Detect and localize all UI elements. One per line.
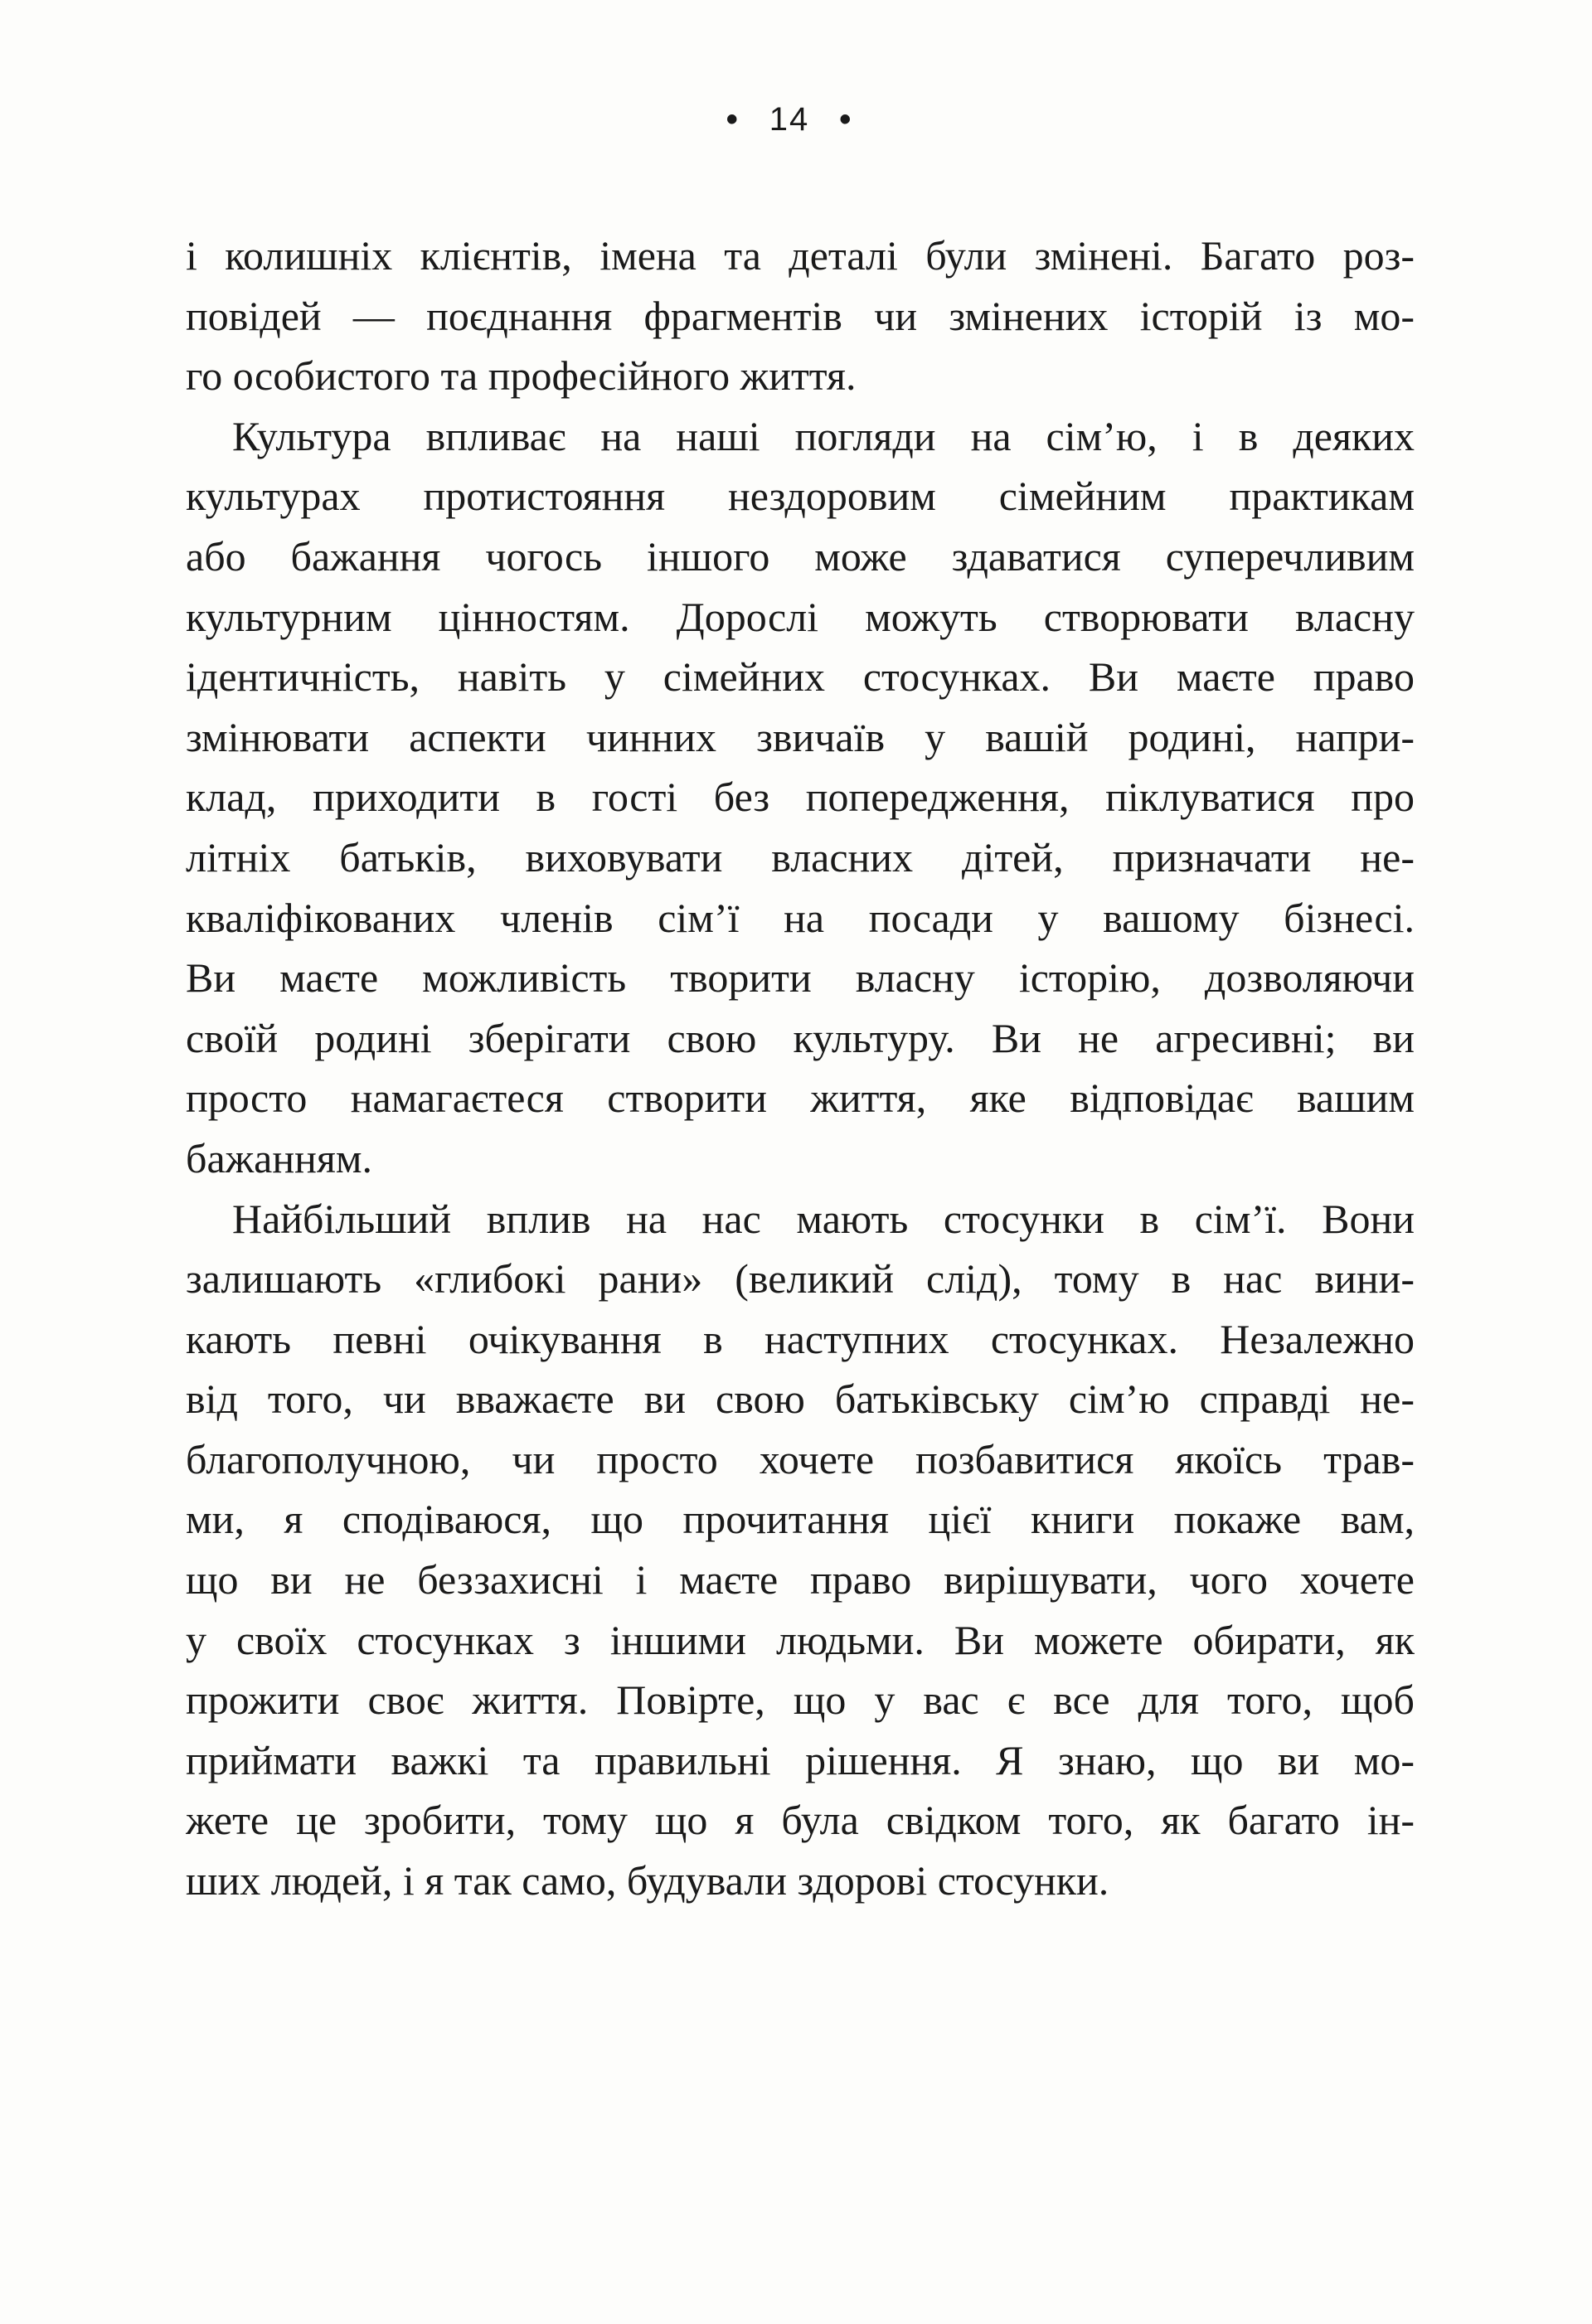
text-line: бажанням. <box>186 1134 373 1181</box>
text-line: ших людей, і я так само, будували здорові стосунки. <box>186 1857 1109 1904</box>
text-line: ідентичність, навіть у сімейних стосунках. Ви маєте право <box>186 653 1415 701</box>
text-line: культурним цінностям. Дорослі можуть створювати власну <box>186 593 1415 640</box>
text-line: Ви маєте можливість творити власну історію, дозволяючи <box>186 954 1415 1002</box>
page-number-text: 14 <box>769 101 810 138</box>
paragraph <box>186 226 1415 406</box>
text-line: повідей — поєднання фрагментів чи змінених історій із мо- <box>186 292 1415 339</box>
text-line: або бажання чогось іншого може здаватися суперечливим <box>186 532 1415 580</box>
text-line: прожити своє життя. Повірте, що у вас є все для того, щоб <box>186 1676 1415 1724</box>
page-number <box>0 101 1579 138</box>
text-line: своїй родині зберігати свою культуру. Ви не агресивні; ви <box>186 1014 1415 1061</box>
text-line: просто намагаєтеся створити життя, яке відповідає вашим <box>186 1075 1415 1122</box>
text-line: кають певні очікування в наступних стосунках. Незалежно <box>186 1315 1415 1362</box>
text-line: клад, приходити в гості без попередження, піклуватися про <box>186 774 1415 821</box>
text-line: від того, чи вважаєте ви свою батьківську сім’ю справді не- <box>186 1375 1415 1423</box>
text-line: приймати важкі та правильні рішення. Я знаю, що ви мо- <box>186 1736 1415 1783</box>
bullet-right: • <box>839 101 853 138</box>
text-line: залишають «глибокі рани» (великий слід), тому в нас вини- <box>186 1255 1415 1303</box>
text-line: і колишніх клієнтів, імена та деталі були змінені. Багато роз- <box>186 232 1415 279</box>
text-line: го особистого та професійного життя. <box>186 352 857 400</box>
text-line: жете це зробити, тому що я була свідком того, як багато ін- <box>186 1797 1415 1844</box>
text-line: Найбільший вплив на нас мають стосунки в сім’ї. Вони <box>232 1195 1415 1242</box>
text-line: Культура впливає на наші погляди на сім’ю, і в деяких <box>232 412 1415 459</box>
text-line: у своїх стосунках з іншими людьми. Ви можете обирати, як <box>186 1616 1415 1663</box>
paragraph <box>186 406 1415 1189</box>
paragraph <box>186 1189 1415 1911</box>
text-line: що ви не беззахисні і маєте право вирішувати, чого хочете <box>186 1556 1415 1604</box>
text-line: ми, я сподіваюся, що прочитання цієї книги покаже вам, <box>186 1496 1415 1543</box>
text-line: літніх батьків, виховувати власних дітей, призначати не- <box>186 833 1415 881</box>
text-line: культурах протистояння нездоровим сімейним практикам <box>186 473 1415 520</box>
text-line: благополучною, чи просто хочете позбавитися якоїсь трав- <box>186 1435 1415 1482</box>
text-line: кваліфікованих членів сім’ї на посади у вашому бізнесі. <box>186 894 1415 941</box>
bullet-left: • <box>726 101 740 138</box>
text-line: змінювати аспекти чинних звичаїв у вашій родині, напри- <box>186 713 1415 760</box>
body-text <box>186 226 1415 1911</box>
